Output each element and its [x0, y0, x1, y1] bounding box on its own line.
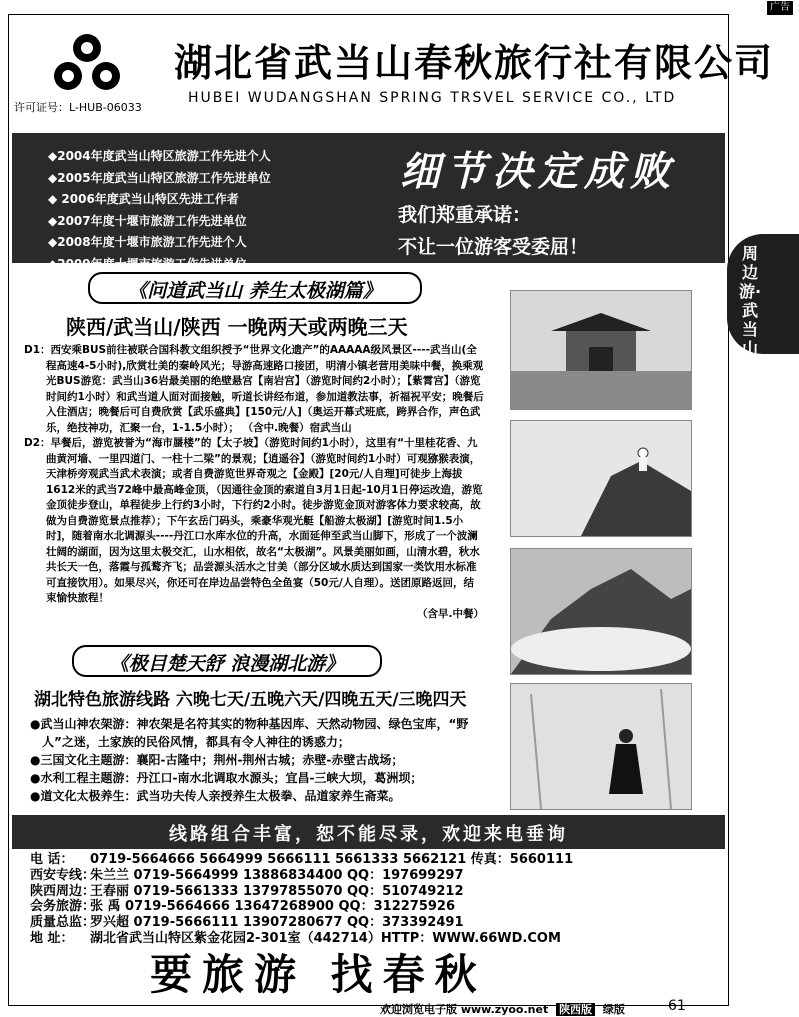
page-number: 61: [668, 998, 686, 1014]
promise-line-1: 我们郑重承诺：: [398, 204, 532, 226]
contact-label: 西安专线：: [30, 867, 96, 883]
contact-label: 电 话：: [30, 852, 74, 867]
feature-item: ●道文化太极养生：武当功夫传人亲授养生太极拳、品道家养生斋菜。: [30, 789, 401, 803]
ad-tag: 广告: [767, 1, 793, 15]
itinerary: [24, 343, 484, 622]
company-name-en: HUBEI WUDANGSHAN SPRING TRSVEL SERVICE CO., LTD: [188, 90, 677, 106]
contact-label: 会务旅游：: [30, 899, 96, 915]
photo-cliff: [510, 420, 692, 537]
feature-list: [30, 715, 470, 805]
contact-row: [30, 915, 573, 931]
contact-value: 罗兴超 0719-5666111 13907280677 QQ：373392491: [90, 915, 464, 931]
photo-taichi-snow: [510, 683, 692, 810]
slogan: 细节决定成败: [400, 148, 676, 195]
feature-item: ●武当山神农架游：神农架是名符其实的物种基因库、天然动物园、绿色宝库，“野人”之迷，土家族的民俗风情，都具有令人神往的诱惑力；: [30, 717, 469, 749]
feature-item: ●水利工程主题游：丹江口-南水北调取水源头；宜昌-三峡大坝，葛洲坝；: [30, 771, 423, 785]
contact-value: 朱兰兰 0719-5664999 13886834400 QQ：197699297: [90, 867, 464, 883]
contact-value: 湖北省武当山特区紫金花园2-301室（442714）HTTP：WWW.66WD.COM: [90, 930, 561, 946]
contact-row: [30, 899, 573, 915]
contact-value: 张 禹 0719-5664666 13647268900 QQ：312275926: [90, 899, 456, 915]
contacts: [30, 852, 573, 947]
contact-label: 陕西周边：: [30, 883, 96, 899]
edition-label: 绿版: [602, 1003, 625, 1016]
itinerary-day-1: D1：西安乘BUS前往被联合国科教文组织授予“世界文化遗产”的AAAAA级风景区----武当山(全程高速4-5小时),欣赏壮美的秦岭风光；导游高速路口接团，明清小镇老营用美味中餐，换乘观光BUS游览：武当山36岩最美丽的绝壁悬宫【南岩宫】（游览时间约2小时）；【紫霄宫】（游览时间约1小时）和武当道人面对面接触，听道长讲经布道，参加道教法事，祈福祝平安；晚餐后入住酒店；晚餐后可自费欣赏【武乐盛典】[150元/人]（奥运开幕式班底，跨界合作，声色武乐，绝技神功，汇聚一台，1-1.5小时）； （含中.晚餐）宿武当山: [24, 344, 484, 434]
contact-label: 地 址：: [30, 930, 74, 946]
section2-title: 湖北特色旅游线路 六晚七天/五晚六天/四晚五天/三晚四天: [34, 690, 467, 710]
honor-item: ◆2005年度武当山特区旅游工作先进单位: [48, 170, 271, 185]
photo-misty-mountain: [510, 548, 692, 675]
contact-value: 王春丽 0719-5661333 13797855070 QQ：510749212: [90, 883, 464, 899]
feature-item: ●三国文化主题游：襄阳-古隆中；荆州-荆州古城；赤壁-赤壁古战场；: [30, 753, 404, 767]
tagline: 线路组合丰富，恕不能尽录，欢迎来电垂询: [169, 824, 568, 845]
section2-banner-text: 《极目楚天舒 浪漫湖北游》: [109, 653, 345, 675]
contact-row: [30, 884, 573, 900]
honor-item: ◆2007年度十堰市旅游工作先进单位: [48, 213, 247, 228]
honor-item: ◆ 2006年度武当山特区先进工作者: [48, 192, 239, 206]
section1-title: 陕西/武当山/陕西 一晚两天或两晚三天: [66, 315, 408, 339]
section1-banner-text: 《问道武当山 养生太极湖篇》: [128, 280, 382, 302]
footer: [380, 1001, 625, 1017]
company-name-cn: 湖北省武当山春秋旅行社有限公司: [174, 41, 775, 85]
photo-temple: [510, 290, 692, 410]
honor-item: ◆2008年度十堰市旅游工作先进个人: [48, 235, 247, 249]
contact-label: 质量总监：: [30, 915, 96, 931]
license-number: 许可证号：L-HUB-06033: [14, 101, 142, 114]
itinerary-day-2: D2：早餐后，游览被誉为“海市蜃楼”的【太子坡】（游览时间约1小时），这里有“十里桂花香、九曲黄河墙、一里四道门、一柱十二梁”的景观；【逍遥谷】（游览时间约1小时）可观猕猴表演，天津桥旁观武当武术表演；或者自费游览世界奇观之【金殿】[20元/人自理]可徒步上海拔1612米的武当72峰中最高峰金顶，（因通往金顶的索道自3月1日起-10月1日停运改造，游览金顶徒步登山，单程徒步上行约3小时，下行约2小时。徒步游览金顶对游客体力要求较高，故做为自费游览景点推荐）；下午玄岳门码头，乘豪华观光艇【船游太极湖】[游览时间1.5小时]，随着南水北调源头----丹江口水库水位的升高，水面延伸至武当山脚下，形成了一个波澜壮阔的湖面，因为这里太极交汇，山水相依，故名“太极湖”。风景美丽如画，山清水碧，秋水共长天一色，落霞与孤鹜齐飞；品尝源头活水之甘美（部分区域水质达到国家一类饮用水标准可直接饮用）。如果尽兴，你还可在岸边品尝特色全鱼宴（50元/人自理）。送团原路返回，结束愉快旅程！: [24, 437, 483, 604]
edition-badge: 陕西版: [556, 1003, 595, 1016]
honor-item: ◆2009年度十堰市旅游工作先进单位: [48, 256, 247, 271]
big-slogan: 要旅游 找春秋: [150, 950, 487, 999]
company-logo-icon: [46, 28, 128, 98]
contact-row: [30, 868, 573, 884]
section2-banner: [72, 645, 382, 677]
contact-row: [30, 852, 573, 868]
promise-line-2: 不让一位游客受委屈！: [398, 236, 589, 258]
section1-banner: [88, 272, 422, 304]
meal-note: （含早.中餐）: [417, 607, 484, 620]
side-tab-label: 周边游·武当山: [738, 244, 762, 358]
footer-text: 欢迎浏览电子版 www.zyoo.net: [380, 1003, 549, 1016]
contact-value: 0719-5664666 5664999 5666111 5661333 5662121 传真：5660111: [90, 852, 574, 867]
honors-list: [48, 146, 271, 275]
honor-item: ◆2004年度武当山特区旅游工作先进个人: [48, 149, 271, 163]
